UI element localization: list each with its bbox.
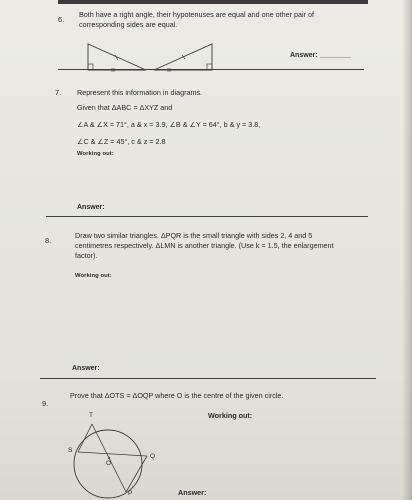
q9-point-o: O (106, 460, 112, 467)
q8-working-label: Working out: (75, 273, 112, 279)
q7-answer-label: Answer: (77, 204, 105, 211)
page-top-border (58, 0, 368, 4)
q9-point-p: P (128, 490, 133, 497)
q8-text-line3: factor). (75, 251, 98, 260)
q9-working-label: Working out: (208, 411, 253, 420)
q9-number: 9. (42, 399, 49, 408)
q6-answer-label: Answer: ________ (290, 52, 351, 59)
q8-text-line2: centimetres respectively. ΔLMN is another triangle. (Use k = 1.5, the enlargement (75, 241, 334, 250)
q6-text-line2: corresponding sides are equal. (79, 20, 178, 29)
q7-angles-line1: ∠A & ∠X = 71°, a & x = 3.9, ∠B & ∠Y = 64°, b & y = 3.8, (77, 120, 261, 129)
q9-answer-label: Answer: (178, 488, 207, 497)
q9-circle-diagram (64, 414, 164, 500)
q7-number: 7. (55, 88, 62, 97)
q7-given: Given that ΔABC = ΔXYZ and (77, 103, 173, 112)
q8-text-line1: Draw two similar triangles. ΔPQR is the small triangle with sides 2, 4 and 5 (75, 231, 313, 240)
q7-divider (46, 216, 368, 217)
q9-point-q: Q (150, 453, 156, 460)
q8-number: 8. (45, 236, 52, 245)
q7-working-label: Working out: (77, 151, 114, 157)
q7-angles-line2: ∠C & ∠Z = 45°, c & z = 2.8 (77, 137, 166, 146)
q7-title: Represent this information in diagrams. (77, 88, 203, 97)
q6-text-line1: Both have a right angle, their hypotenuses are equal and one other pair of (79, 10, 314, 19)
q8-answer-label: Answer: (72, 365, 100, 372)
page-edge-shadow (402, 0, 412, 500)
q9-point-s: S (68, 447, 73, 454)
q6-divider (58, 69, 364, 70)
q9-text: Prove that ΔOTS = ΔOQP where O is the centre of the given circle. (70, 391, 284, 400)
q9-point-t: T (89, 412, 93, 419)
q8-divider (40, 378, 376, 379)
q6-number: 6. (58, 15, 65, 24)
